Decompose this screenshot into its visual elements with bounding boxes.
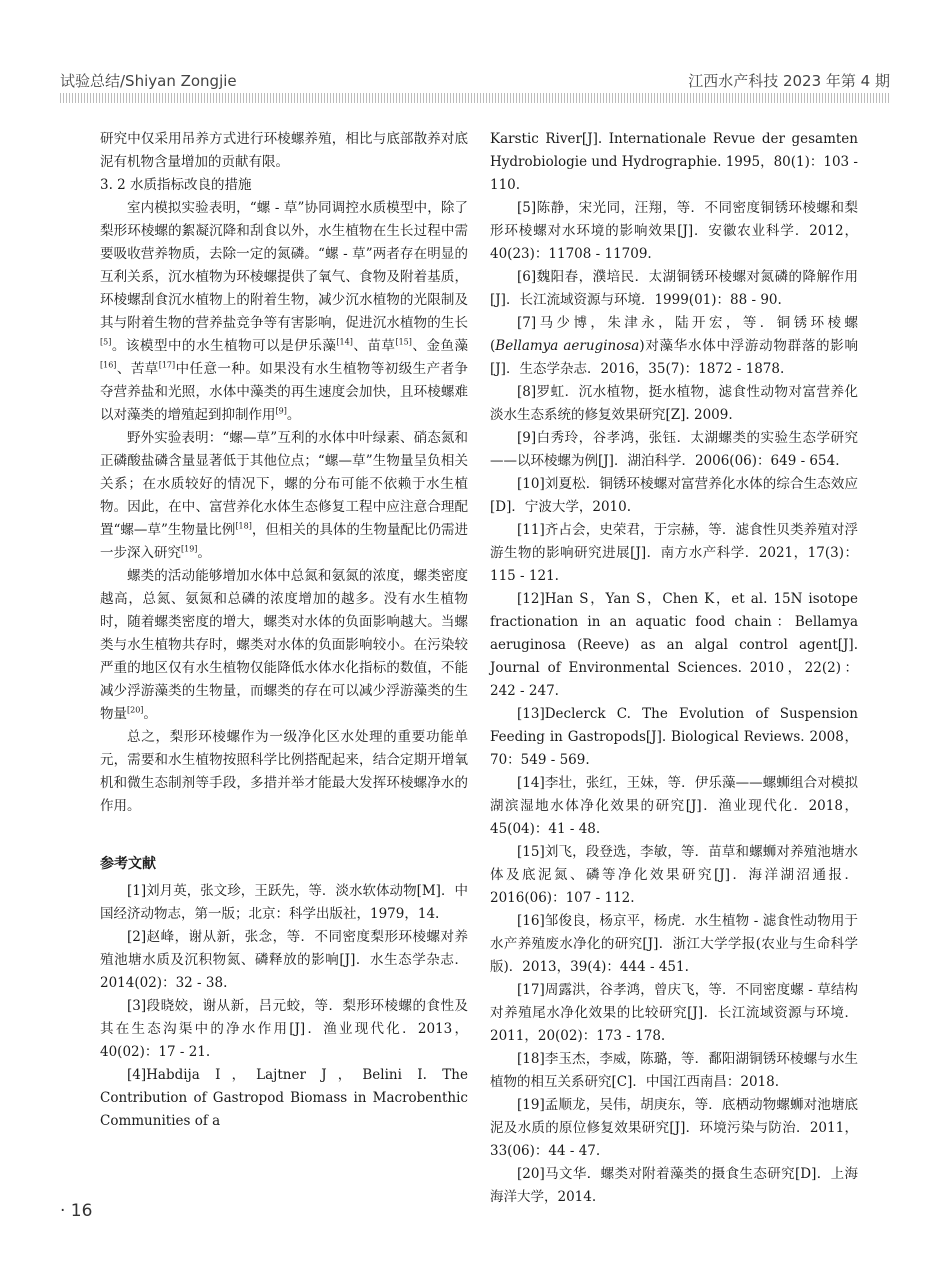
reference-item: [5]陈静，宋光同，汪翔，等．不同密度铜锈环棱螺和梨形环棱螺对水环境的影响效果[J]．安徽农业科学．2012，40(23)：11708 - 11709. <box>490 200 858 262</box>
reference-item: [8]罗虹．沉水植物，挺水植物，滤食性动物对富营养化淡水生态系统的修复效果研究[Z]. 2009. <box>490 384 858 423</box>
reference-item: [13]Declerck C. The Evolution of Suspension Feeding in Gastropods[J]. Biological Reviews. 2008，70：549 - 569. <box>490 706 858 768</box>
running-header-left: 试验总结/Shiyan Zongjie <box>60 72 237 90</box>
reference-item: [2]赵峰，谢从新，张念，等．不同密度梨形环棱螺对养殖池塘水质及沉积物氮、磷释放的影响[J]．水生态学杂志．2014(02)：32 - 38. <box>100 929 468 991</box>
references-heading: 参考文献 <box>100 856 156 872</box>
citation: [17] <box>158 360 176 370</box>
reference-item: [10]刘夏松．铜锈环棱螺对富营养化水体的综合生态效应[D]．宁波大学，2010. <box>490 476 858 515</box>
right-column <box>490 128 858 1209</box>
section-heading: 3. 2 水质指标改良的措施 <box>100 177 252 193</box>
header-rule <box>60 93 890 103</box>
citation: [16] <box>100 360 117 370</box>
citation: [18] <box>235 521 252 531</box>
reference-item: [7]马少博，朱津永，陆开宏，等．铜锈环棱螺(Bellamya aeruginosa)对藻华水体中浮游动物群落的影响[J]．生态学杂志．2016，35(7)：1872 - 1878. <box>490 315 858 377</box>
reference-item: [6]魏阳春，濮培民．太湖铜锈环棱螺对氮磷的降解作用[J]．长江流域资源与环境．1999(01)：88 - 90. <box>490 269 858 308</box>
paragraph-snail-activity: 螺类的活动能够增加水体中总氮和氨氮的浓度，螺类密度越高，总氮、氨氮和总磷的浓度增加的越多。没有水生植物时，随着螺类密度的增大，螺类对水体的负面影响越大。当螺类与水生植物共存时，螺类对水体的负面影响较小。在污染较严重的地区仅有水生植物仅能降低水体水化指标的数值，不能减少浮游藻类的生物量，而螺类的存在可以减少浮游藻类的生物量[20]。 <box>100 568 468 722</box>
reference-item: [3]段晓姣，谢从新，吕元蛟，等．梨形环棱螺的食性及其在生态沟渠中的净水作用[J]．渔业现代化．2013，40(02)：17 - 21. <box>100 998 468 1060</box>
paragraph-continued: 研究中仅采用吊养方式进行环棱螺养殖，相比与底部散养对底泥有机物含量增加的贡献有限。 <box>100 131 468 170</box>
reference-item: [12]Han S，Yan S，Chen K，et al. 15N isotope fractionation in an aquatic food chain：Bellamya aeruginosa (Reeve) as an algal control agent[J]. Journal of Environmental Sciences. 2010，22(2)：242 - 247. <box>490 591 858 699</box>
reference-item: [14]李壮，张红，王妹，等．伊乐藻——螺蛳组合对模拟湖滨湿地水体净化效果的研究[J]．渔业现代化．2018，45(04)：41 - 48. <box>490 775 858 837</box>
citation: [9] <box>275 406 287 416</box>
reference-item: [17]周露洪，谷孝鸿，曾庆飞，等．不同密度螺 - 草结构对养殖尾水净化效果的比较研究[J]．长江流域资源与环境．2011，20(02)：173 - 178. <box>490 982 858 1044</box>
reference-item: [18]李玉杰，李威，陈璐，等．鄱阳湖铜锈环棱螺与水生植物的相互关系研究[C]．中国江西南昌：2018. <box>490 1051 858 1090</box>
reference-item: [16]邹俊良，杨京平，杨虎．水生植物 - 滤食性动物用于水产养殖废水净化的研究[J]．浙江大学学报(农业与生命科学版)．2013，39(4)：444 - 451. <box>490 913 858 975</box>
page-number: · 16 <box>60 1201 93 1221</box>
citation: [20] <box>127 705 144 715</box>
reference-item: [4]Habdija I，Lajtner J，Belini I. The Contribution of Gastropod Biomass in Macrobenthic Communities of a <box>100 1067 468 1129</box>
paragraph-field-experiment: 野外实验表明：“螺—草”互利的水体中叶绿素、硝态氮和正磷酸盐磷含量显著低于其他位点；“螺—草”生物量呈负相关关系；在水质较好的情况下，螺的分布可能不依赖于水生植物。因此，在中、富营养化水体生态修复工程中应注意合理配置“螺—草”生物量比例[18]，但相关的具体的生物量配比仍需进一步深入研究[19]。 <box>100 430 469 561</box>
reference-item: [9]白秀玲，谷孝鸿，张钰．太湖螺类的实验生态学研究——以环棱螺为例[J]．湖泊科学．2006(06)：649 - 654. <box>490 430 858 469</box>
reference-item: [11]齐占会，史荣君，于宗赫，等．滤食性贝类养殖对浮游生物的影响研究进展[J]．南方水产科学．2021，17(3)：115 - 121. <box>490 522 858 584</box>
reference-item: [1]刘月英，张文珍，王跃先，等．淡水软体动物[M]．中国经济动物志，第一版；北京：科学出版社，1979，14. <box>100 883 468 922</box>
paragraph-conclusion: 总之，梨形环棱螺作为一级净化区水处理的重要功能单元，需要和水生植物按照科学比例搭配起来，结合定期开增氧机和微生态制剂等手段，多措并举才能最大发挥环棱螺净水的作用。 <box>100 729 468 814</box>
left-column <box>100 128 468 1133</box>
paragraph-lab-experiment: 室内模拟实验表明，“螺 - 草”协同调控水质模型中，除了梨形环棱螺的絮凝沉降和刮食以外，水生植物在生长过程中需要吸收营养物质，去除一定的氮磷。“螺 - 草”两者存在明显的互利关系，沉水植物为环棱螺提供了氧气、食物及附着基质，环棱螺刮食沉水植物上的附着生物，减少沉水植物的光限制及其与附着生物的营养盐竞争等有害影响，促进沉水植物的生长[5]。该模型中的水生植物可以是伊乐藻[14]、苗草[15]、金鱼藻[16]、苦草[17]中任意一种。如果没有水生植物等初级生产者争夺营养盐和光照，水体中藻类的再生速度会加快，且环棱螺难以对藻类的增殖起到抑制作用[9]。 <box>100 200 469 423</box>
running-header-right: 江西水产科技 2023 年第 4 期 <box>688 72 890 90</box>
reference-item: [19]孟顺龙，吴伟，胡庚东，等．底栖动物螺蛳对池塘底泥及水质的原位修复效果研究[J]．环境污染与防治．2011，33(06)：44 - 47. <box>490 1097 858 1159</box>
citation: [14] <box>336 337 353 347</box>
citation: [5] <box>100 337 112 347</box>
reference-item: [20]马文华．螺类对附着藻类的摄食生态研究[D]．上海海洋大学，2014. <box>490 1166 858 1205</box>
citation: [15] <box>395 337 412 347</box>
reference-item-continued: Karstic River[J]. Internationale Revue der gesamten Hydrobiologie und Hydrographie. 1995，80(1)：103 - 110. <box>490 131 858 193</box>
citation: [19] <box>181 544 198 554</box>
reference-item: [15]刘飞，段登选，李敏，等．苗草和螺蛳对养殖池塘水体及底泥氮、磷等净化效果研究[J]．海洋湖沼通报．2016(06)：107 - 112. <box>490 844 858 906</box>
